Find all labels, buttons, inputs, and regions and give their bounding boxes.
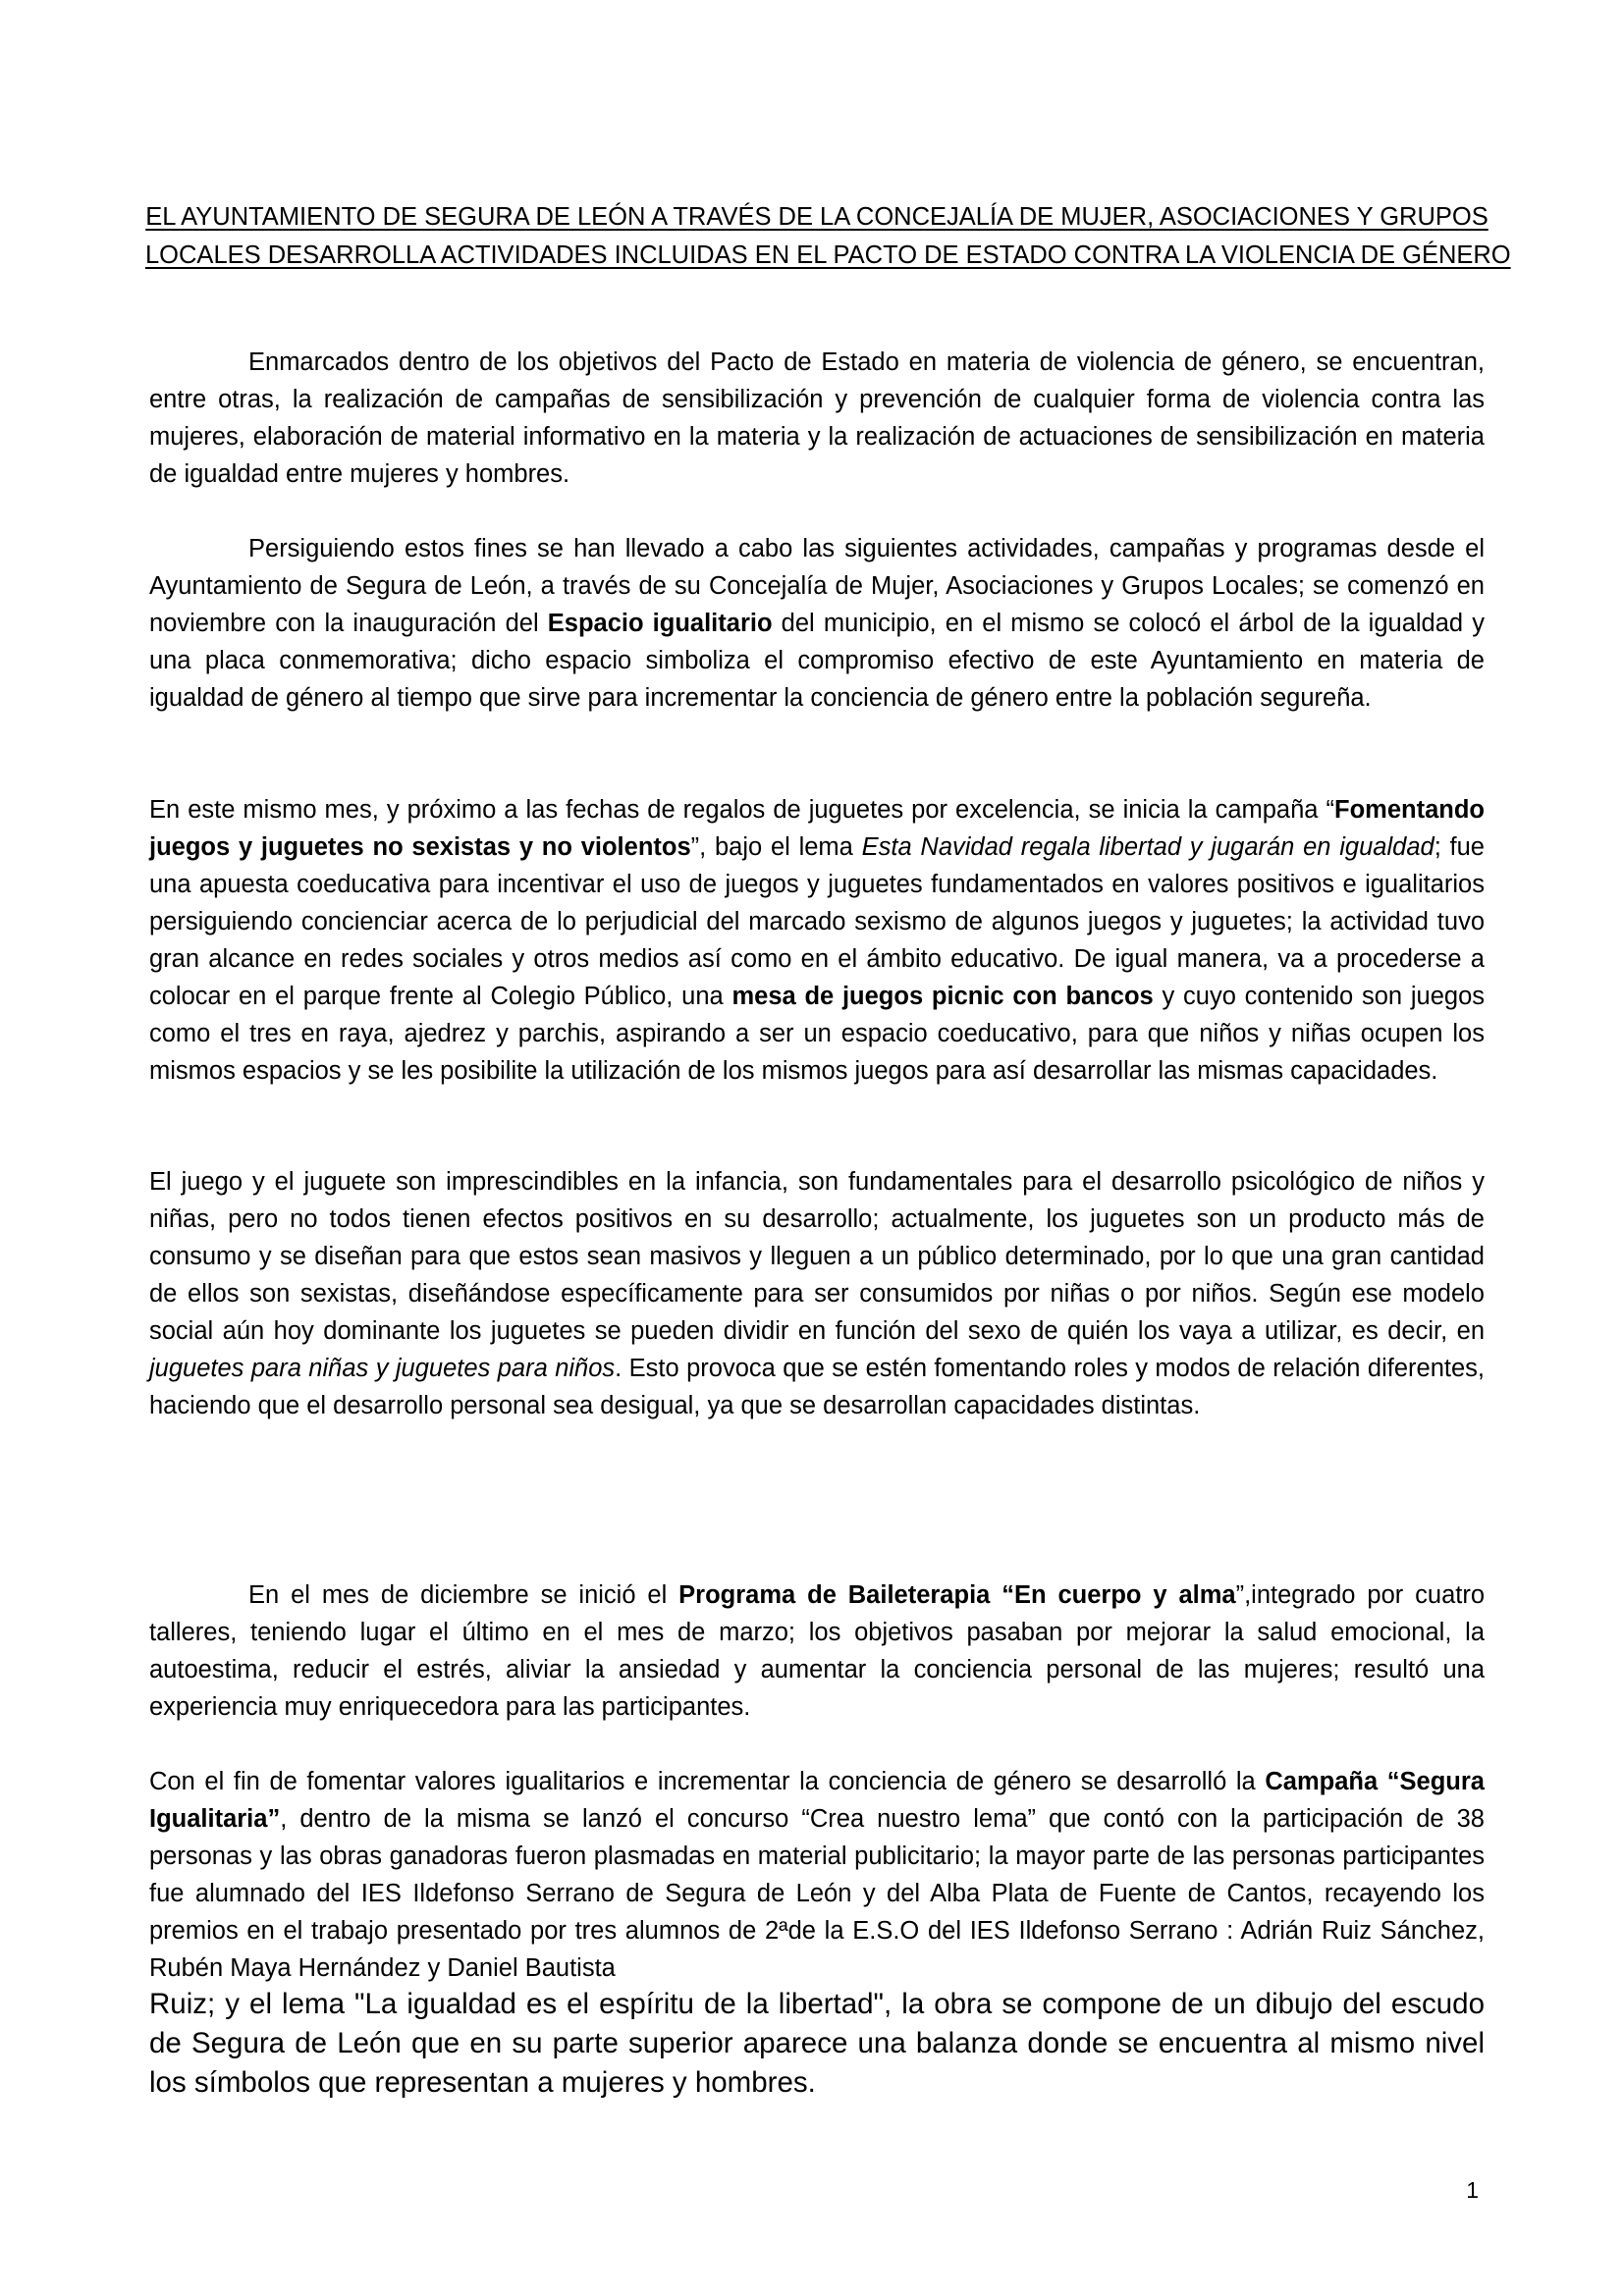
title-line-1: EL AYUNTAMIENTO DE SEGURA DE LEÓN A TRAVÉS DE LA CONCEJALÍA DE MUJER, ASOCIACIONES Y GRUPOS (145, 203, 1489, 231)
document-title (145, 198, 1511, 275)
paragraph-4-text-c: . Esto provoca que se estén fomentando roles y modos de relación diferentes, haciendo que el desarrollo personal sea desigual, ya que se desarrollan capacidades distintas. (149, 1355, 1485, 1419)
paragraph-4-italic: juguetes para niñas y juguetes para niños (149, 1355, 616, 1382)
paragraph-7: Ruiz; y el lema "La igualdad es el espíritu de la libertad", la obra se compone de un dibujo del escudo de Segura de León que en su parte superior aparece una balanza donde se encuentra al mismo nivel los símbolos que representan a mujeres y hombres. (149, 1988, 1485, 2099)
paragraph-3-text-a: En este mismo mes, y próximo a las fechas de regalos de juguetes por excelencia, se inicia la campaña “ (149, 796, 1334, 824)
paragraph-2-bold: Espacio igualitario (547, 610, 773, 637)
paragraph-4-text-a: El juego y el juguete son imprescindibles en la infancia, son fundamentales para el desarrollo psicológico de niños y niñas, pero no todos tienen efectos positivos en su desarrollo; actualmente, los juguetes son un producto más de consumo y se diseñan para que estos sean masivos y lleguen a un público determinado, por lo que una gran cantidad de ellos son sexistas, diseñándose específicamente para ser consumidos por niñas o por niños. Según ese modelo social aún hoy dominante los juguetes se pueden dividir en función del sexo de quién los vaya a utilizar, es decir, en (149, 1168, 1485, 1345)
paragraph-5-bold-program: Programa de Baileterapia “En cuerpo y alma (678, 1581, 1236, 1609)
paragraph-5 (149, 1576, 1485, 1726)
paragraph-4 (149, 1163, 1485, 1424)
paragraph-6-text-a: Con el fin de fomentar valores igualitarios e incrementar la conciencia de género se desarrolló la (149, 1768, 1266, 1795)
paragraph-3 (149, 791, 1485, 1090)
paragraph-5-text-a: En el mes de diciembre se inició el (248, 1581, 679, 1609)
paragraph-3-text-e: ; fue una apuesta coeducativa para incentivar el uso de juegos y juguetes fundamentados en valores positivos e igualitarios persiguiendo concienciar acerca de lo perjudicial del marcado sexismo de algunos juegos y juguetes; la actividad tuvo gran alcance en redes sociales y otros medios así como en el ámbito educativo. De igual manera, va a procederse a colocar en el parque frente al Colegio Público, una (149, 833, 1485, 1010)
paragraph-6-bold-campaign: Campaña “Segura Igualitaria” (149, 1768, 1485, 1833)
paragraph-3-text-g: y cuyo contenido son juegos como el tres en raya, ajedrez y parchis, aspirando a ser un espacio coeducativo, para que niños y niñas ocupen los mismos espacios y se les posibilite la utilización de los mismos juegos para así desarrollar las mismas capacidades. (149, 983, 1486, 1085)
paragraph-2 (149, 530, 1485, 717)
paragraph-2-text: Persiguiendo estos fines se han llevado a cabo las siguientes actividades, campañas y programas desde el Ayuntamiento de Segura de León, a través de su Concejalía de Mujer, Asociaciones y Grupos Locales; se comenzó en noviembre con la inauguración del (149, 535, 1485, 637)
paragraph-3-bold-campaign: Fomentando juegos y juguetes no sexistas y no violentos (149, 796, 1485, 861)
paragraph-1: Enmarcados dentro de los objetivos del Pacto de Estado en materia de violencia de género, se encuentran, entre otras, la realización de campañas de sensibilización y prevención de cualquier forma de violencia contra las mujeres, elaboración de material informativo en la materia y la realización de actuaciones de sensibilización en materia de igualdad entre mujeres y hombres. (149, 348, 1485, 488)
paragraph-6 (149, 1763, 1485, 1987)
title-line-2: LOCALES DESARROLLA ACTIVIDADES INCLUIDAS EN EL PACTO DE ESTADO CONTRA LA VIOLENCIA DE GÉNERO (145, 241, 1511, 269)
paragraph-3-bold-table: mesa de juegos picnic con bancos (731, 983, 1154, 1010)
page-number: 1 (1466, 2177, 1479, 2203)
paragraph-3-text-c: ”, bajo el lema (690, 833, 862, 861)
paragraph-6-text-c: , dentro de la misma se lanzó el concurso “Crea nuestro lema” que contó con la participación de 38 personas y las obras ganadoras fueron plasmadas en material publicitario; la mayor parte de las personas participantes fue alumnado del IES Ildefonso Serrano de Segura de León y del Alba Plata de Fuente de Cantos, recayendo los premios en el trabajo presentado por tres alumnos de 2ªde la E.S.O del IES Ildefonso Serrano : Adrián Ruiz Sánchez, Rubén Maya Hernández y Daniel Bautista (149, 1805, 1485, 1982)
paragraph-2-text-end: del municipio, en el mismo se colocó el árbol de la igualdad y una placa conmemorativa; dicho espacio simboliza el compromiso efectivo de este Ayuntamiento en materia de igualdad de género al tiempo que sirve para incrementar la conciencia de género entre la población segureña. (149, 610, 1485, 712)
paragraph-3-italic-motto: Esta Navidad regala libertad y jugarán en igualdad (861, 833, 1435, 861)
paragraph-5-text-c: ”,integrado por cuatro talleres, teniendo lugar el último en el mes de marzo; los objetivos pasaban por mejorar la salud emocional, la autoestima, reducir el estrés, aliviar la ansiedad y aumentar la conciencia personal de las mujeres; resultó una experiencia muy enriquecedora para las participantes. (149, 1581, 1486, 1721)
